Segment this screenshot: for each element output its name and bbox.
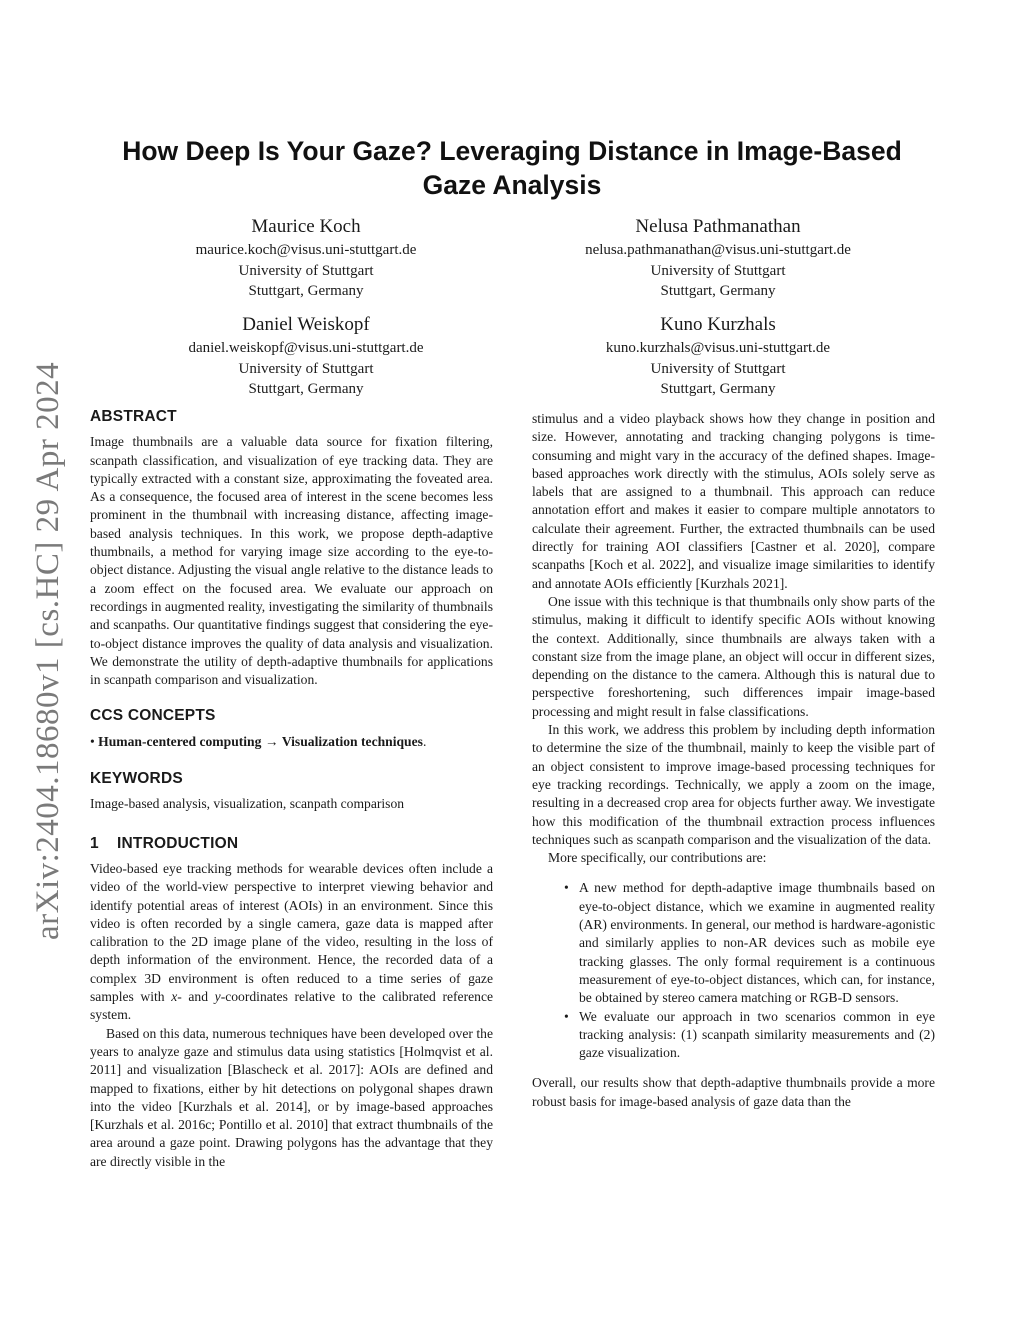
author-email: kuno.kurzhals@visus.uni-stuttgart.de <box>605 340 831 356</box>
arxiv-stamp: arXiv:2404.18680v1 [cs.HC] 29 Apr 2024 <box>30 361 66 940</box>
author-location: Stuttgart, Germany <box>248 283 364 299</box>
intro-paragraph-4: In this work, we address this problem by including depth information to determine the size of the thumbnail, mainly to keep the visible part of an object consistent to improve image-based processing techniques for eye tracking recordings. Technically, we apply a zoom on the image, resulting in a decreased crop area for objects further away. We investigate how this modification of the thumbnail extraction process influences techniques such as scanpath comparison and the visualization of the data. <box>532 722 935 847</box>
arrow-icon: → <box>264 733 279 749</box>
author-block <box>156 312 456 400</box>
author-location: Stuttgart, Germany <box>660 283 776 299</box>
author-name: Nelusa Pathmanathan <box>635 216 801 237</box>
keywords-heading: KEYWORDS <box>90 770 183 788</box>
author-name: Maurice Koch <box>251 216 361 237</box>
author-name: Daniel Weiskopf <box>242 314 370 335</box>
bullet-icon: • <box>564 1008 569 1024</box>
ccs-period: . <box>422 733 427 749</box>
bullet-icon: • <box>90 733 95 749</box>
list-item: • We evaluate our approach in two scenarios common in eye tracking analysis: (1) scanpath similarity measurements and (2) gaze visualization. <box>564 1008 935 1061</box>
section-title: INTRODUCTION <box>117 834 239 852</box>
intro-paragraph-3: One issue with this technique is that thumbnails only show parts of the stimulus, making it difficult to identify specific AOIs without knowing the context. Additionally, since thumbnails are always taken with a constant size from the image plane, an object will occur in different sizes, depending on the distance to the camera. Although this is natural due to perspective foreshortening, such differences impair image-based processing and might result in false classifications. <box>532 593 935 719</box>
ccs-concept: Human-centered computing <box>98 733 262 749</box>
author-location: Stuttgart, Germany <box>660 381 776 397</box>
section-number: 1 <box>90 834 99 852</box>
abstract-heading: ABSTRACT <box>90 408 177 425</box>
ccs-concepts <box>90 733 493 751</box>
intro-paragraph-1: Video-based eye tracking methods for wearable devices often include a video of the world-view perspective to interpret viewing behavior and identify potential areas of interest (AOIs) in an environment. Since this video is often recorded by a single camera, gaze data is mapped after calibration to the 2D image plane of the video, resulting in the loss of depth information of the environment. Hence, the recorded data of a complex 3D environment is often reduced to a time series of gaze samples with x- and y-coordinates relative to the calibrated reference system. <box>90 860 494 1023</box>
list-item: • A new method for depth-adaptive image thumbnails based on eye-to-object distance, which we examine in augmented reality (AR) environments. In general, our method is hardware-agonistic and similarly applies to non-AR devices such as mobile eye tracking glasses. The only formal requirement is a continuous measurement of eye-to-object distances, which can, for instance, be obtained by stereo camera matching or RGB-D sensors. <box>564 880 935 1006</box>
left-column <box>90 408 493 1171</box>
ccs-subconcept: Visualization techniques <box>281 733 423 749</box>
bullet-icon: • <box>564 880 569 896</box>
introduction-heading <box>90 835 493 853</box>
contribution-list <box>532 879 935 1062</box>
author-email: nelusa.pathmanathan@visus.uni-stuttgart.de <box>585 242 851 258</box>
intro-paragraph-6: Overall, our results show that depth-adaptive thumbnails provide a more robust basis for image-based analysis of gaze data than the <box>532 1075 935 1109</box>
right-column <box>532 410 935 1111</box>
author-block <box>156 214 456 302</box>
ccs-heading: CCS CONCEPTS <box>90 707 216 725</box>
keywords-text: Image-based analysis, visualization, scanpath comparison <box>90 796 405 812</box>
author-email: maurice.koch@visus.uni-stuttgart.de <box>195 242 417 258</box>
intro-paragraph-2: Based on this data, numerous techniques have been developed over the years to analyze gaze and stimulus data using statistics [Holmqvist et al. 2011] and visualization [Blascheck et al. 2017]: AOIs are defined and mapped to fixations, either by hit detections on polygonal shapes drawn into the video [Kurzhals et al. 2014], or by image-based approaches [Kurzhals et al. 2016c; Pontillo et al. 2010] that extract thumbnails of the area around a gaze point. Drawing polygons has the advantage that they are directly visible in the <box>90 1025 493 1169</box>
intro-paragraph-2-continued: stimulus and a video playback shows how they change in position and size. However, annotating and tracking changing polygons is time-consuming and might vary in the accuracy of the defined shapes. Image-based approaches work directly with the stimulus, AOIs solely serve as labels that are assigned to a thumbnail. This approach can reduce annotation effort and makes it easier to compare multiple annotators to calculate their agreement. Further, the extracted thumbnails can be used directly for training AOI classifiers [Castner et al. 2020], compare scanpaths [Koch et al. 2022], and visualize image similarities to identify and annotate AOIs efficiently [Kurzhals 2021]. <box>532 411 935 591</box>
author-affiliation: University of Stuttgart <box>238 262 374 279</box>
author-name: Kuno Kurzhals <box>660 314 776 335</box>
author-location: Stuttgart, Germany <box>248 381 364 397</box>
author-block <box>558 312 878 400</box>
abstract-text: Image thumbnails are a valuable data source for fixation filtering, scanpath classification, and visualization of eye tracking data. They are typically extracted with a constant size, approximating the foveated area. As a consequence, the focused area of interest in the scene becomes less prominent in the thumbnail with increasing distance, affecting image-based analysis techniques. In this work, we propose depth-adaptive thumbnails, a method for varying image size according to the eye-to-object distance. Adjusting the visual angle relative to the distance leads to a zoom effect on the focused area. We evaluate our approach on recordings in augmented reality, investigating the similarity of thumbnails and scanpaths. Our quantitative findings suggest that considering the eye-to-object distance improves the quality of data analysis and visualization. We demonstrate the utility of depth-adaptive thumbnails for applications in scanpath comparison and visualization. <box>90 434 493 688</box>
author-block <box>548 214 888 302</box>
author-affiliation: University of Stuttgart <box>650 262 786 279</box>
author-affiliation: University of Stuttgart <box>650 360 786 377</box>
author-email: daniel.weiskopf@visus.uni-stuttgart.de <box>188 340 424 356</box>
paper-title: How Deep Is Your Gaze? Leveraging Distance in Image-Based Gaze Analysis <box>122 136 902 200</box>
author-affiliation: University of Stuttgart <box>238 360 374 377</box>
intro-paragraph-5: More specifically, our contributions are: <box>548 850 767 866</box>
